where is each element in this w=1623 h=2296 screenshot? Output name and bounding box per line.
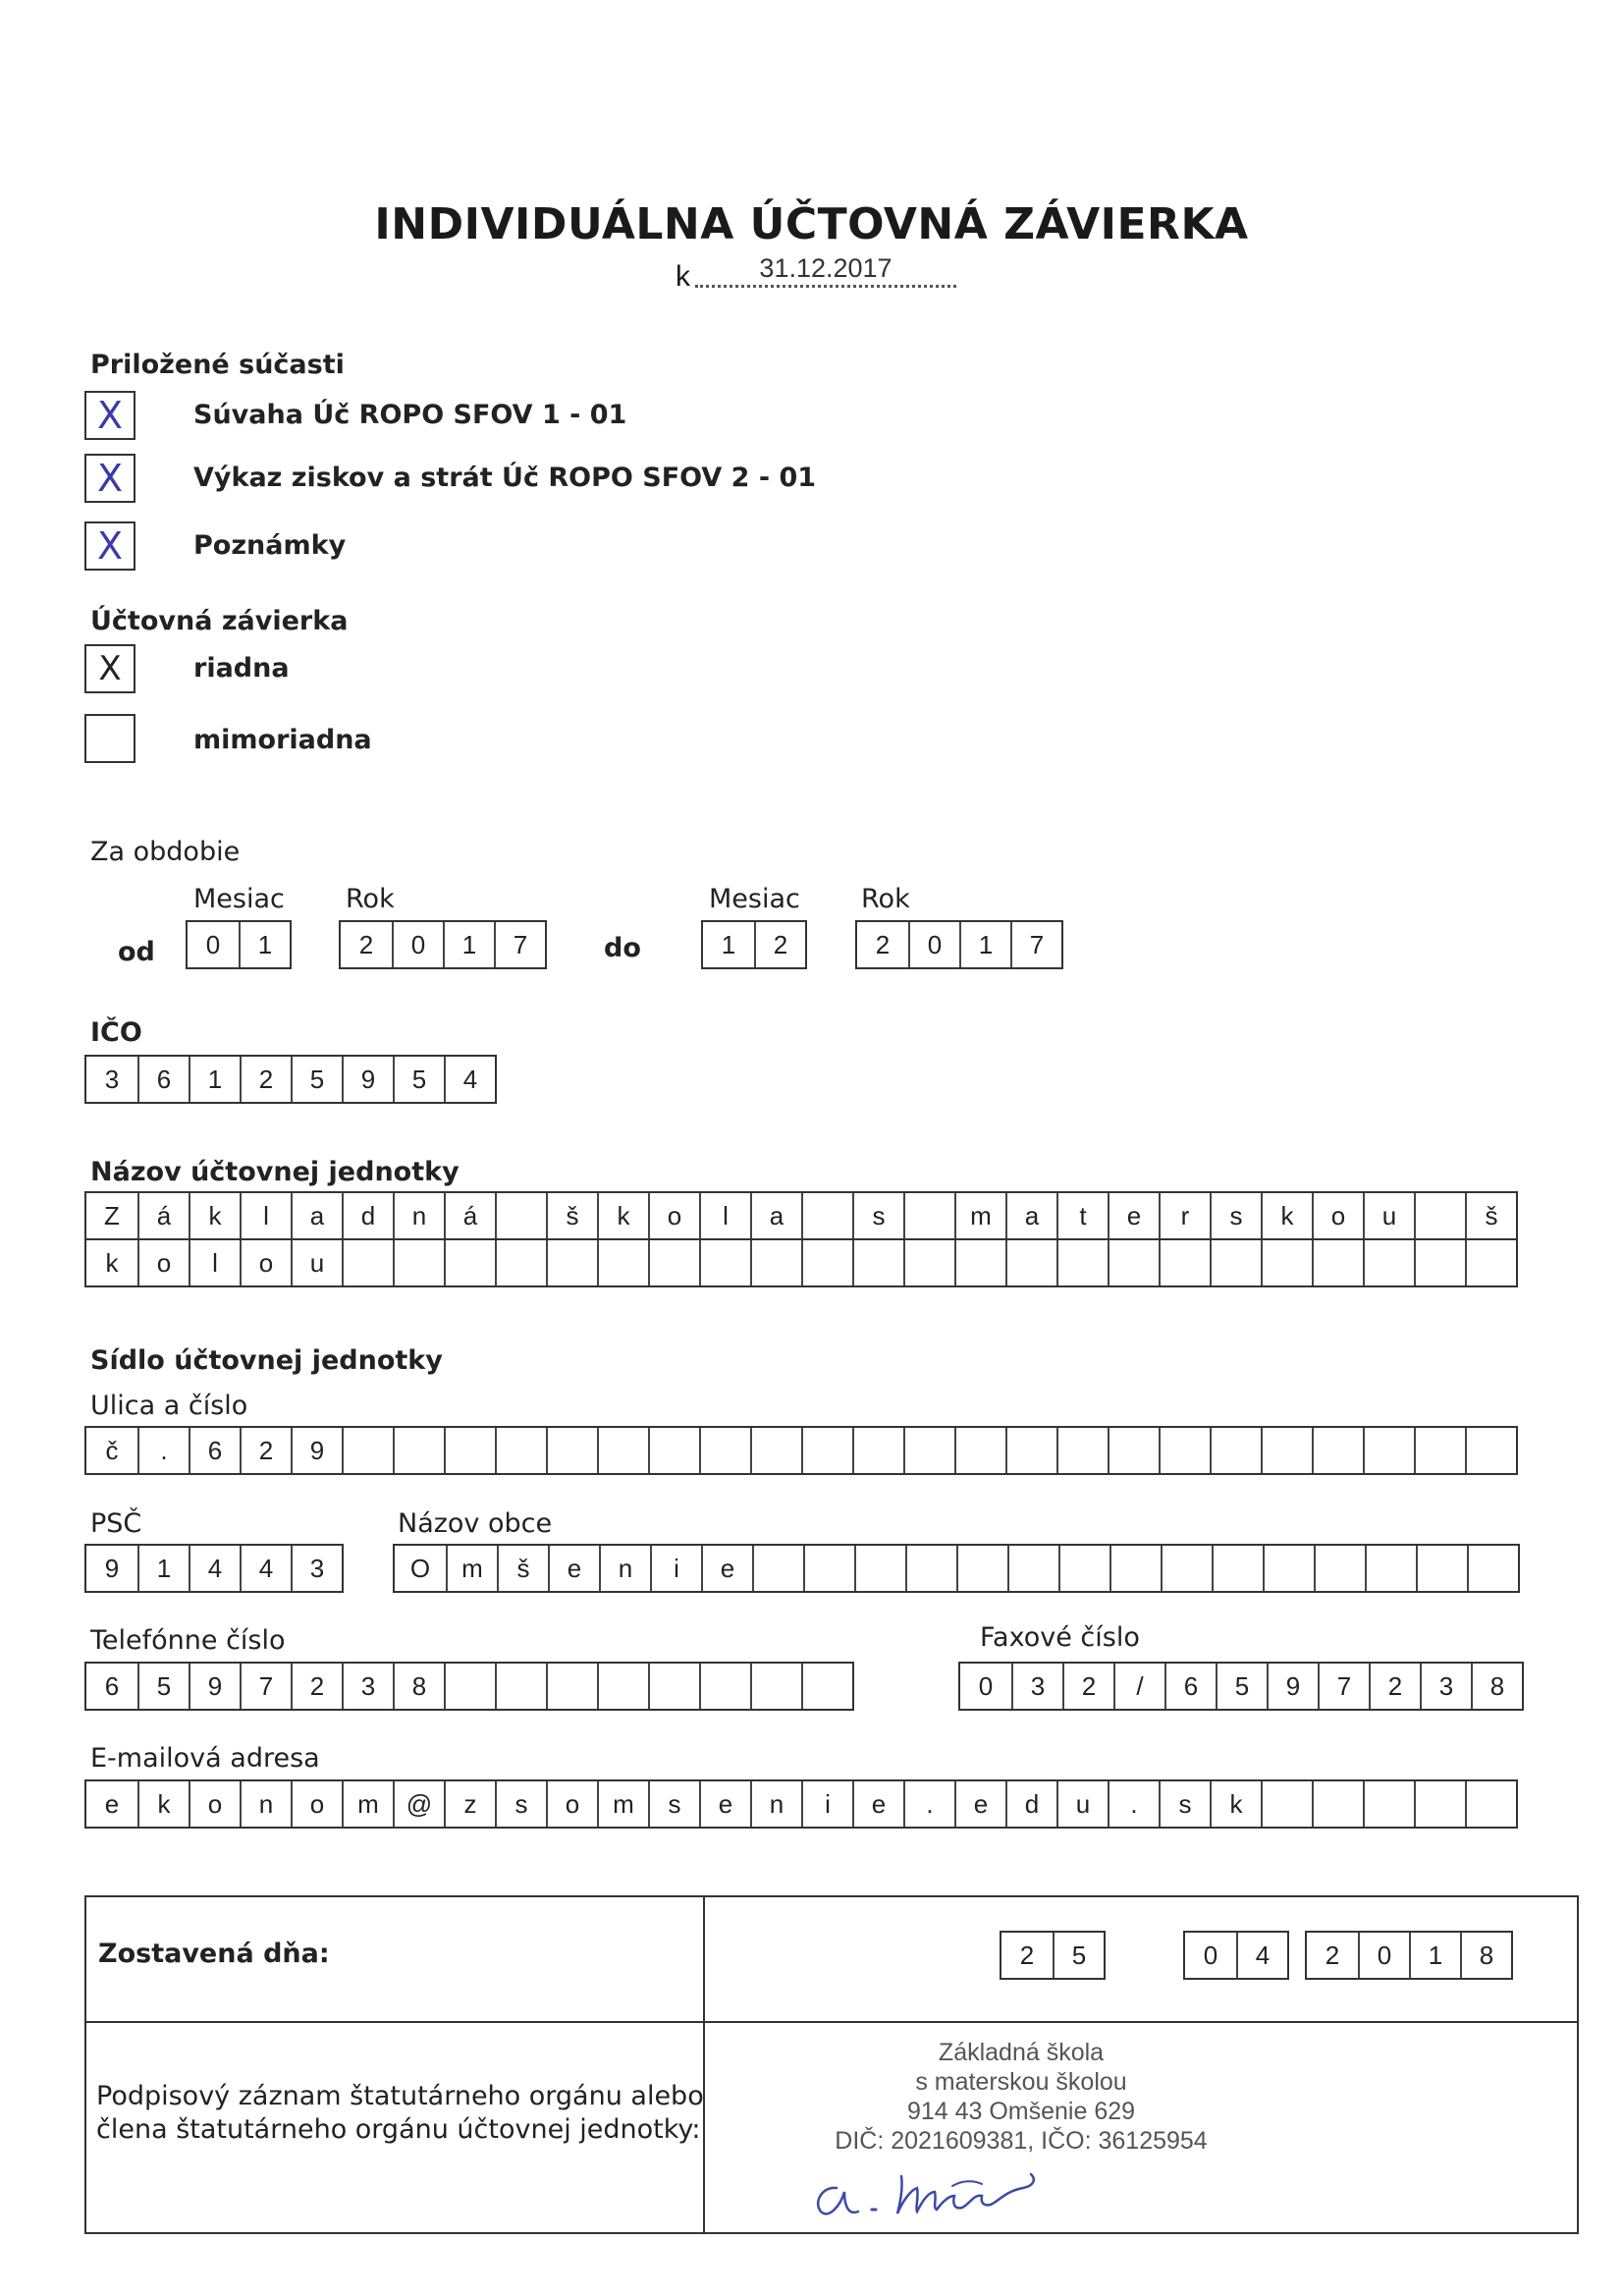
compiled-month-cell: 0: [1203, 1940, 1218, 1970]
from-year-field[interactable]: [339, 920, 547, 969]
statement-type-label-riadna: riadna: [193, 653, 290, 683]
to-year-cell: 0: [908, 922, 959, 967]
to-year-cell: 7: [1010, 922, 1061, 967]
street-cell: [903, 1428, 954, 1473]
unit-name-cell: o: [137, 1240, 189, 1285]
unit-name-cell: t: [1056, 1193, 1108, 1238]
phone-cell: [648, 1664, 699, 1709]
unit-name-cell: d: [342, 1193, 393, 1238]
email-cell: e: [104, 1788, 120, 1819]
phone-cell: 6: [104, 1670, 120, 1701]
email-cell: o: [546, 1781, 597, 1827]
unit-name-cell: [801, 1193, 852, 1238]
street-label: Ulica a číslo: [90, 1391, 248, 1421]
stamp-line: DIČ: 2021609381, IČO: 36125954: [835, 2127, 1208, 2155]
street-cell: [1363, 1428, 1414, 1473]
city-cell: [854, 1546, 905, 1591]
email-cell: [1261, 1781, 1312, 1827]
unit-name-row2[interactable]: [84, 1238, 1518, 1287]
phone-cell: 9: [189, 1664, 240, 1709]
unit-name-cell: [495, 1240, 546, 1285]
street-cell: [648, 1428, 699, 1473]
unit-name-cell: s: [1210, 1193, 1261, 1238]
attachment-checkbox-vykaz[interactable]: X: [84, 454, 135, 503]
city-cell: [1416, 1546, 1467, 1591]
city-cell: [956, 1546, 1007, 1591]
email-cell: o: [291, 1781, 342, 1827]
city-cell: n: [599, 1546, 650, 1591]
email-cell: .: [903, 1781, 954, 1827]
to-year-field[interactable]: [855, 920, 1063, 969]
unit-name-cell: a: [750, 1193, 801, 1238]
compiled-month-field[interactable]: [1183, 1931, 1289, 1980]
phone-cell: 8: [393, 1664, 444, 1709]
email-cell: m: [597, 1781, 648, 1827]
fax-cell: 3: [1420, 1664, 1471, 1709]
compiled-day-field[interactable]: [1000, 1931, 1106, 1980]
unit-name-cell: l: [699, 1193, 750, 1238]
to-label: do: [604, 933, 641, 963]
from-year-cell: 1: [443, 922, 494, 967]
unit-name-cell: n: [393, 1193, 444, 1238]
unit-name-cell: k: [105, 1247, 119, 1278]
street-cell: [597, 1428, 648, 1473]
organization-stamp: [776, 2038, 1267, 2156]
email-label: E-mailová adresa: [90, 1743, 320, 1774]
unit-name-cell: [1414, 1193, 1465, 1238]
ico-cell: 9: [342, 1057, 393, 1102]
unit-name-cell: [1261, 1240, 1312, 1285]
unit-name-cell: [1159, 1240, 1210, 1285]
from-year-cell: 7: [494, 922, 545, 967]
fax-cell: 6: [1164, 1664, 1216, 1709]
unit-name-cell: o: [240, 1240, 291, 1285]
unit-name-cell: [903, 1240, 954, 1285]
street-cell: [393, 1428, 444, 1473]
city-cell: [1109, 1546, 1161, 1591]
city-cell: e: [548, 1546, 599, 1591]
statement-type-checkbox-riadna[interactable]: X: [84, 644, 135, 693]
phone-field[interactable]: [84, 1662, 854, 1711]
fax-cell: 9: [1267, 1664, 1318, 1709]
ico-cell: 6: [137, 1057, 189, 1102]
city-cell: [1467, 1546, 1518, 1591]
unit-name-cell: [648, 1240, 699, 1285]
email-cell: [1363, 1781, 1414, 1827]
compiled-day-cell: 2: [1019, 1940, 1035, 1970]
unit-name-cell: á: [444, 1193, 495, 1238]
psc-cell: 1: [137, 1546, 189, 1591]
street-cell: [1312, 1428, 1363, 1473]
unit-name-cell: k: [1261, 1193, 1312, 1238]
email-cell: .: [1108, 1781, 1159, 1827]
city-cell: š: [497, 1546, 548, 1591]
phone-cell: [444, 1664, 495, 1709]
attachment-checkbox-suvaha[interactable]: X: [84, 391, 135, 440]
phone-cell: [495, 1664, 546, 1709]
psc-cell: 3: [291, 1546, 342, 1591]
city-cell: [1161, 1546, 1212, 1591]
unit-name-cell: [546, 1240, 597, 1285]
phone-cell: [699, 1664, 750, 1709]
email-cell: k: [1210, 1781, 1261, 1827]
email-cell: [1414, 1781, 1465, 1827]
street-cell: 6: [189, 1428, 240, 1473]
fax-cell: 2: [1369, 1664, 1420, 1709]
handwritten-signature: [805, 2151, 1129, 2229]
email-cell: m: [342, 1781, 393, 1827]
statement-type-label-mimoriadna: mimoriadna: [193, 725, 372, 755]
email-cell: s: [648, 1781, 699, 1827]
period-heading: Za obdobie: [90, 837, 241, 867]
street-cell: [495, 1428, 546, 1473]
unit-name-cell: á: [137, 1193, 189, 1238]
address-heading: Sídlo účtovnej jednotky: [90, 1345, 443, 1376]
street-cell: [1056, 1428, 1108, 1473]
unit-name-cell: r: [1159, 1193, 1210, 1238]
psc-label: PSČ: [90, 1508, 142, 1539]
street-cell: [1261, 1428, 1312, 1473]
ico-cell: 4: [444, 1057, 495, 1102]
unit-name-cell: [393, 1240, 444, 1285]
email-cell: z: [444, 1781, 495, 1827]
from-year-cell: 2: [358, 929, 374, 959]
street-field[interactable]: [84, 1426, 1518, 1475]
email-cell: s: [495, 1781, 546, 1827]
unit-name-cell: [1210, 1240, 1261, 1285]
statement-type-checkbox-mimoriadna[interactable]: [84, 714, 135, 763]
compiled-year-field[interactable]: [1305, 1931, 1513, 1980]
from-year-label: Rok: [346, 884, 395, 914]
city-cell: [803, 1546, 854, 1591]
unit-name-cell: a: [291, 1193, 342, 1238]
from-month-label: Mesiac: [193, 884, 285, 914]
unit-name-cell: [1056, 1240, 1108, 1285]
psc-cell: 4: [240, 1546, 291, 1591]
street-cell: [1414, 1428, 1465, 1473]
compiled-year-cell: 8: [1460, 1933, 1511, 1978]
street-cell: 2: [240, 1428, 291, 1473]
from-month-cell: 0: [205, 929, 221, 959]
unit-name-cell: [1108, 1240, 1159, 1285]
street-cell: [954, 1428, 1005, 1473]
city-cell: [1007, 1546, 1058, 1591]
attachment-checkbox-poznamky[interactable]: X: [84, 521, 135, 571]
street-cell: [1210, 1428, 1261, 1473]
fax-cell: 0: [978, 1670, 994, 1701]
unit-name-heading: Názov účtovnej jednotky: [90, 1157, 460, 1187]
city-cell: O: [409, 1553, 431, 1583]
email-cell: k: [137, 1781, 189, 1827]
street-cell: [750, 1428, 801, 1473]
document-title: INDIVIDUÁLNA ÚČTOVNÁ ZÁVIERKA: [374, 199, 1249, 249]
to-year-cell: 1: [959, 922, 1010, 967]
unit-name-cell: a: [1005, 1193, 1056, 1238]
email-cell: e: [852, 1781, 903, 1827]
fax-cell: 7: [1318, 1664, 1369, 1709]
to-month-field[interactable]: [701, 920, 807, 969]
unit-name-cell: [342, 1240, 393, 1285]
unit-name-cell: [954, 1240, 1005, 1285]
fax-field[interactable]: [958, 1662, 1524, 1711]
phone-cell: 2: [291, 1664, 342, 1709]
street-cell: [1465, 1428, 1516, 1473]
unit-name-cell: š: [546, 1193, 597, 1238]
email-cell: @: [393, 1781, 444, 1827]
signature-label-line2: člena štatutárneho orgánu účtovnej jednotky:: [96, 2114, 701, 2145]
street-cell: [1159, 1428, 1210, 1473]
city-cell: [1365, 1546, 1416, 1591]
ico-cell: 5: [393, 1057, 444, 1102]
unit-name-cell: s: [852, 1193, 903, 1238]
street-cell: [1005, 1428, 1056, 1473]
unit-name-cell: [597, 1240, 648, 1285]
from-year-cell: 0: [392, 922, 443, 967]
fax-cell: 5: [1216, 1664, 1267, 1709]
fax-cell: 3: [1011, 1664, 1062, 1709]
signature-label-line1: Podpisový záznam štatutárneho orgánu alebo: [96, 2081, 704, 2111]
street-cell: č: [105, 1435, 119, 1465]
unit-name-cell: [801, 1240, 852, 1285]
email-cell: [1465, 1781, 1516, 1827]
email-cell: o: [189, 1781, 240, 1827]
street-cell: [546, 1428, 597, 1473]
compiled-year-cell: 0: [1358, 1933, 1409, 1978]
compiled-month-cell: 4: [1236, 1933, 1287, 1978]
city-cell: [1314, 1546, 1365, 1591]
city-cell: i: [650, 1546, 701, 1591]
phone-cell: 3: [342, 1664, 393, 1709]
ico-cell: 5: [291, 1057, 342, 1102]
to-month-cell: 2: [754, 922, 805, 967]
ico-cell: 3: [104, 1064, 120, 1094]
phone-cell: [546, 1664, 597, 1709]
city-field[interactable]: [393, 1544, 1520, 1593]
city-cell: m: [446, 1546, 497, 1591]
street-cell: [801, 1428, 852, 1473]
signature-divider-horizontal: [84, 2021, 1579, 2023]
to-month-label: Mesiac: [709, 884, 800, 914]
email-cell: e: [699, 1781, 750, 1827]
city-cell: e: [701, 1546, 752, 1591]
unit-name-cell: [699, 1240, 750, 1285]
to-month-cell: 1: [721, 929, 736, 959]
fax-cell: 8: [1471, 1664, 1522, 1709]
statement-type-heading: Účtovná závierka: [90, 606, 349, 636]
unit-name-cell: [750, 1240, 801, 1285]
psc-field[interactable]: [84, 1544, 344, 1593]
email-cell: [1312, 1781, 1363, 1827]
unit-name-cell: [1005, 1240, 1056, 1285]
street-cell: [852, 1428, 903, 1473]
unit-name-cell: l: [240, 1193, 291, 1238]
city-label: Názov obce: [398, 1508, 553, 1539]
unit-name-cell: o: [1312, 1193, 1363, 1238]
signature-divider-vertical: [703, 1895, 705, 2234]
street-cell: [1108, 1428, 1159, 1473]
ico-cell: 1: [189, 1057, 240, 1102]
stamp-line: Základná škola: [938, 2039, 1105, 2066]
phone-cell: [750, 1664, 801, 1709]
compiled-day-cell: 5: [1053, 1933, 1104, 1978]
attachment-label-vykaz: Výkaz ziskov a strát Úč ROPO SFOV 2 - 01: [193, 463, 817, 493]
unit-name-cell: k: [597, 1193, 648, 1238]
unit-name-cell: e: [1108, 1193, 1159, 1238]
statement-date[interactable]: 31.12.2017: [695, 253, 956, 288]
phone-cell: 5: [137, 1664, 189, 1709]
fax-cell: /: [1113, 1664, 1164, 1709]
unit-name-cell: [1414, 1240, 1465, 1285]
unit-name-cell: [495, 1193, 546, 1238]
unit-name-cell: [903, 1193, 954, 1238]
unit-name-cell: [1363, 1240, 1414, 1285]
email-cell: u: [1056, 1781, 1108, 1827]
city-cell: [1263, 1546, 1314, 1591]
from-label: od: [118, 937, 155, 967]
fax-cell: 2: [1062, 1664, 1113, 1709]
to-year-label: Rok: [861, 884, 910, 914]
from-month-field[interactable]: [186, 920, 292, 969]
signature-label: [96, 2080, 704, 2147]
ico-cell: 2: [240, 1057, 291, 1102]
ico-field[interactable]: [84, 1055, 497, 1104]
unit-name-row1[interactable]: [84, 1191, 1518, 1240]
email-cell: n: [750, 1781, 801, 1827]
email-cell: n: [240, 1781, 291, 1827]
email-cell: s: [1159, 1781, 1210, 1827]
compiled-year-cell: 2: [1325, 1940, 1340, 1970]
compiled-year-cell: 1: [1409, 1933, 1460, 1978]
unit-name-cell: k: [189, 1193, 240, 1238]
city-cell: [752, 1546, 803, 1591]
unit-name-cell: l: [189, 1240, 240, 1285]
attachments-heading: Priložené súčasti: [90, 350, 345, 380]
street-cell: .: [137, 1428, 189, 1473]
fax-label: Faxové číslo: [980, 1622, 1140, 1653]
date-prefix: k: [676, 260, 690, 293]
phone-label: Telefónne číslo: [90, 1625, 286, 1656]
email-cell: e: [954, 1781, 1005, 1827]
unit-name-cell: Z: [104, 1200, 120, 1230]
email-cell: i: [801, 1781, 852, 1827]
unit-name-cell: [852, 1240, 903, 1285]
unit-name-cell: o: [648, 1193, 699, 1238]
street-cell: [699, 1428, 750, 1473]
to-year-cell: 2: [875, 929, 891, 959]
unit-name-cell: [1465, 1240, 1516, 1285]
attachment-label-poznamky: Poznámky: [193, 530, 347, 561]
street-cell: [342, 1428, 393, 1473]
unit-name-cell: u: [1363, 1193, 1414, 1238]
city-cell: [905, 1546, 956, 1591]
city-cell: [1212, 1546, 1263, 1591]
phone-cell: [801, 1664, 852, 1709]
unit-name-cell: u: [291, 1240, 342, 1285]
unit-name-cell: m: [954, 1193, 1005, 1238]
unit-name-cell: š: [1465, 1193, 1516, 1238]
psc-cell: 9: [104, 1553, 120, 1583]
compiled-label: Zostavená dňa:: [98, 1939, 330, 1969]
phone-cell: [597, 1664, 648, 1709]
email-field[interactable]: [84, 1779, 1518, 1829]
street-cell: [444, 1428, 495, 1473]
stamp-line: 914 43 Omšenie 629: [906, 2098, 1136, 2125]
ico-heading: IČO: [90, 1017, 142, 1048]
street-cell: 9: [291, 1428, 342, 1473]
city-cell: [1058, 1546, 1109, 1591]
phone-cell: 7: [240, 1664, 291, 1709]
unit-name-cell: [1312, 1240, 1363, 1285]
attachment-label-suvaha: Súvaha Úč ROPO SFOV 1 - 01: [193, 400, 627, 430]
from-month-cell: 1: [239, 922, 290, 967]
stamp-line: s materskou školou: [915, 2068, 1127, 2096]
unit-name-cell: [444, 1240, 495, 1285]
email-cell: d: [1005, 1781, 1056, 1827]
psc-cell: 4: [189, 1546, 240, 1591]
